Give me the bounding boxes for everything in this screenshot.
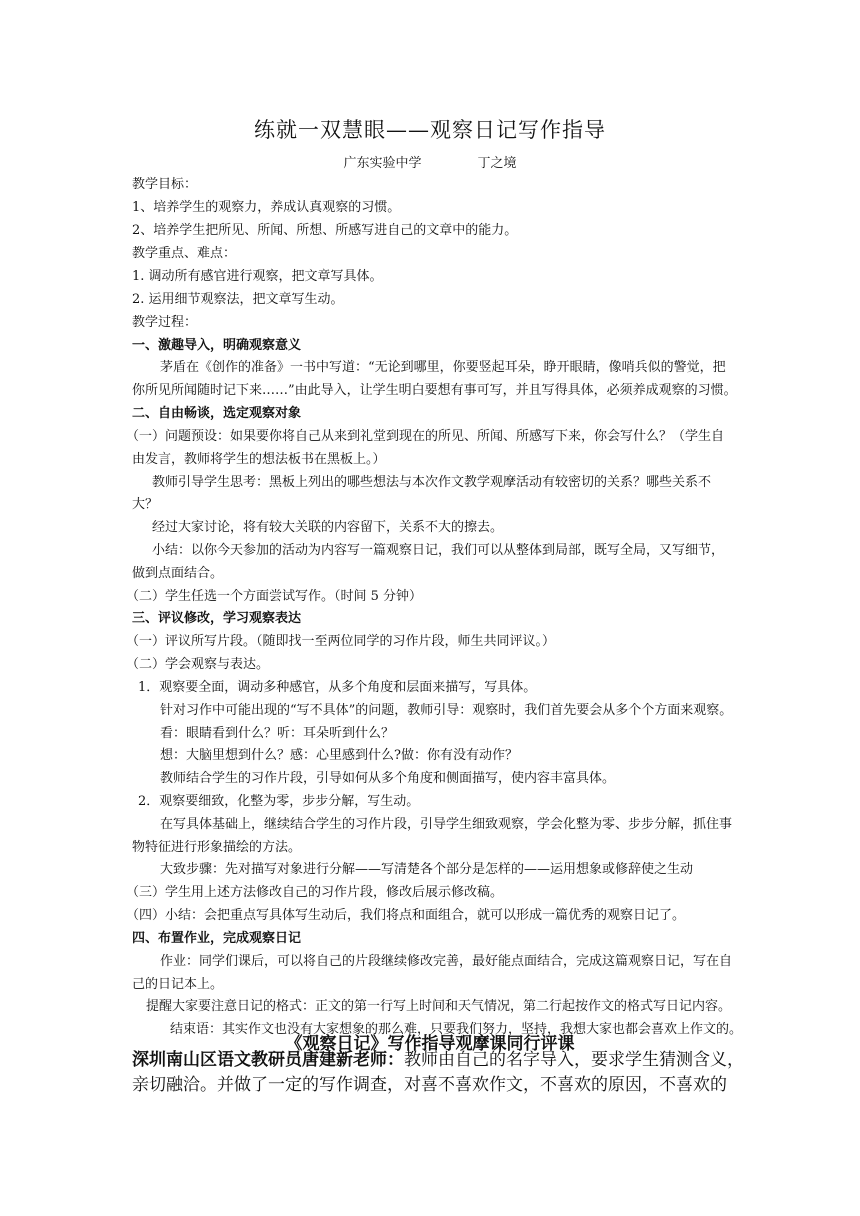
body-line: 在写具体基础上，继续结合学生的习作片段，引导学生细致观察，学会化整为零、步步分解，抓住事 xyxy=(160,817,733,832)
body-line: 小结：以你今天参加的活动为内容写一篇观察日记，我们可以从整体到局部，既写全局，又写细节， xyxy=(152,543,725,558)
section-heading: 一、激趣导入，明确观察意义 xyxy=(132,338,302,353)
body-line: 经过大家讨论，将有较大关联的内容留下，关系不大的擦去。 xyxy=(152,520,504,535)
review-paragraph-line-1 xyxy=(132,1049,744,1071)
page-title: 练就一双慧眼——观察日记写作指导 xyxy=(254,118,606,142)
body-line: 教师引导学生思考：黑板上列出的哪些想法与本次作文教学观摩活动有较密切的关系？哪些关系不 xyxy=(152,475,712,490)
school-name: 广东实验中学 xyxy=(343,156,422,171)
section-heading: 二、自由畅谈，选定观察对象 xyxy=(132,406,302,421)
review-speaker: 深圳南山区语文教研员唐建新老师： xyxy=(132,1050,404,1070)
body-line: 针对习作中可能出现的“写不具体”的问题，教师引导：观察时，我们首先要会从多个个方面来观察。 xyxy=(160,703,733,718)
body-line: 提醒大家要注意日记的格式：正文的第一行写上时间和天气情况，第二行起按作文的格式写日记内容。 xyxy=(146,999,732,1014)
body-line: （一）问题预设：如果要你将自己从来到礼堂到现在的所见、所闻、所感写下来，你会写什么？（学生自 xyxy=(126,429,725,444)
body-line: 2、培养学生把所见、所闻、所想、所感写进自己的文章中的能力。 xyxy=(132,223,518,238)
body-line: 教学目标： xyxy=(132,177,198,192)
body-line: （二）学生任选一个方面尝试写作。（时间 5 分钟） xyxy=(126,589,423,604)
body-line: （一）评议所写片段。（随即找一至两位同学的习作片段，师生共同评议。） xyxy=(126,634,556,649)
body-line: 物特征进行形象描绘的方法。 xyxy=(132,840,302,855)
body-line: 大致步骤：先对描写对象进行分解——写清楚各个部分是怎样的——运用想象或修辞使之生动 xyxy=(160,862,694,877)
body-line: 教学重点、难点： xyxy=(132,246,237,261)
body-line: 己的日记本上。 xyxy=(132,977,224,992)
body-line: 茅盾在《创作的准备》一书中写道：“无论到哪里，你要竖起耳朵，睁开眼睛，像哨兵似的警觉，把 xyxy=(160,360,726,375)
section-heading: 四、布置作业，完成观察日记 xyxy=(132,931,302,946)
author-line xyxy=(0,152,860,171)
review-text: 教师由自己的名字导入，要求学生猜测含义， xyxy=(404,1050,744,1070)
body-line: 作业：同学们课后，可以将自己的片段继续修改完善，最好能点面结合，完成这篇观察日记，写在自 xyxy=(160,954,733,969)
body-line: 你所见所闻随时记下来……”由此导入，让学生明白要想有事可写，并且写得具体，必须养成观察的习惯。 xyxy=(132,383,737,398)
body-line: 由发言，教师将学生的想法板书在黑板上。） xyxy=(132,452,386,467)
review-paragraph-line-2: 亲切融洽。并做了一定的写作调查，对喜不喜欢作文，不喜欢的原因，不喜欢的 xyxy=(132,1075,727,1095)
author-name: 丁之境 xyxy=(477,156,517,171)
body-line: 1、培养学生的观察力，养成认真观察的习惯。 xyxy=(132,200,401,215)
body-line: 做到点面结合。 xyxy=(132,566,224,581)
body-line: （二）学会观察与表达。 xyxy=(126,657,270,672)
body-line: 1. 调动所有感官进行观察，把文章写具体。 xyxy=(132,269,383,284)
body-line: 看：眼睛看到什么？听：耳朵听到什么？ xyxy=(160,726,395,741)
body-line: 2．观察要细致，化整为零，步步分解，写生动。 xyxy=(138,794,420,809)
body-line: 大？ xyxy=(132,497,159,512)
body-line: （四）小结：会把重点写具体写生动后，我们将点和面组合，就可以形成一篇优秀的观察日记了。 xyxy=(126,908,686,923)
body-line: 结束语：其实作文也没有大家想象的那么难，只要我们努力，坚持，我想大家也都会喜欢上作文的。 xyxy=(170,1022,743,1037)
body-line: 教师结合学生的习作片段，引导如何从多个角度和侧面描写，使内容丰富具体。 xyxy=(160,771,616,786)
body-line: 教学过程： xyxy=(132,315,198,330)
review-title: 《观察日记》写作指导观摩课同行评课 xyxy=(285,1034,575,1054)
body-line: 想：大脑里想到什么？感：心里感到什么?做：你有没有动作？ xyxy=(160,748,518,763)
body-line: 1．观察要全面，调动多种感官，从多个角度和层面来描写，写具体。 xyxy=(138,680,537,695)
section-heading: 三、评议修改，学习观察表达 xyxy=(132,611,302,626)
body-line: （三）学生用上述方法修改自己的习作片段，修改后展示修改稿。 xyxy=(126,885,504,900)
body-line: 2. 运用细节观察法，把文章写生动。 xyxy=(132,292,344,307)
